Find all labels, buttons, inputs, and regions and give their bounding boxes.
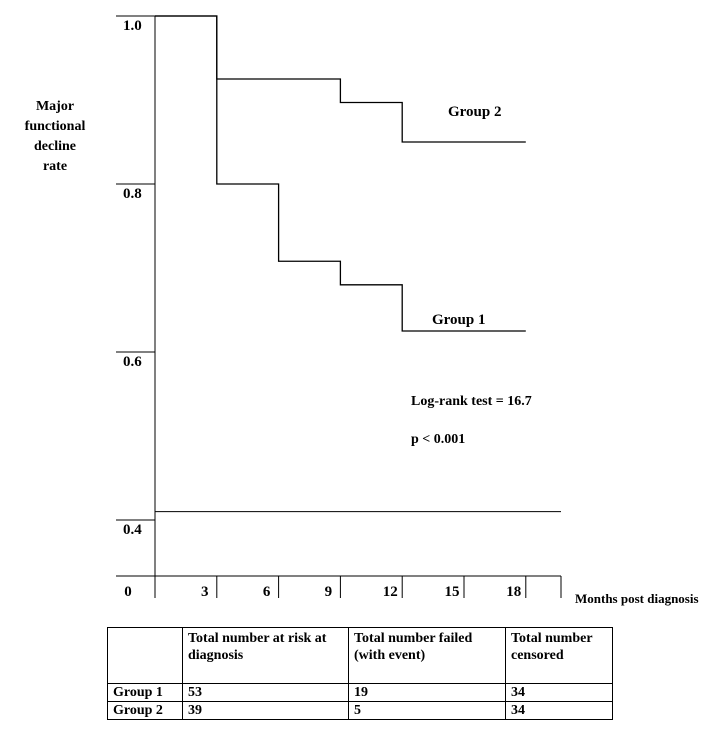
summary-table [107, 627, 613, 720]
series-label-group-2: Group 2 [448, 104, 502, 120]
table-header-cell: Total number failed (with event) [349, 628, 506, 684]
x-tick-label: 3 [201, 584, 209, 600]
series-line-group-1 [155, 16, 526, 331]
p-value-annotation: p < 0.001 [411, 432, 466, 447]
series-line-group-2 [155, 16, 526, 142]
y-axis-label-line: Major [35, 99, 75, 114]
series-label-group-1: Group 1 [432, 312, 486, 328]
x-tick-label: 15 [444, 584, 460, 600]
x-tick-label: 0 [124, 584, 132, 600]
y-tick-label: 0.4 [123, 522, 142, 538]
x-axis-label: Months post diagnosis [575, 591, 699, 606]
table-cell: 5 [349, 702, 506, 720]
table-header-row [108, 628, 613, 684]
table-cell: Group 1 [108, 684, 183, 702]
y-axis-label [2, 97, 108, 177]
table-cell: 34 [506, 702, 613, 720]
y-axis-label-line: rate [42, 159, 68, 174]
table-cell: 19 [349, 684, 506, 702]
table-row [108, 702, 613, 720]
table-header-cell: Total number censored [506, 628, 613, 684]
x-tick-label: 9 [324, 584, 333, 600]
log-rank-annotation: Log-rank test = 16.7 [411, 394, 532, 409]
table-cell: 39 [183, 702, 349, 720]
table-cell: 53 [183, 684, 349, 702]
table-cell: 34 [506, 684, 613, 702]
table-header-cell [108, 628, 183, 684]
x-tick-label: 12 [382, 584, 398, 600]
table-header-cell: Total number at risk at diagnosis [183, 628, 349, 684]
y-tick-label: 0.8 [123, 186, 142, 202]
y-tick-label: 1.0 [123, 18, 142, 34]
table-cell: Group 2 [108, 702, 183, 720]
y-tick-label: 0.6 [123, 354, 142, 370]
x-tick-label: 6 [262, 584, 271, 600]
x-tick-label: 18 [506, 584, 522, 600]
table-row [108, 684, 613, 702]
y-axis-label-line: functional [24, 119, 86, 134]
y-axis-label-line: decline [34, 139, 76, 154]
